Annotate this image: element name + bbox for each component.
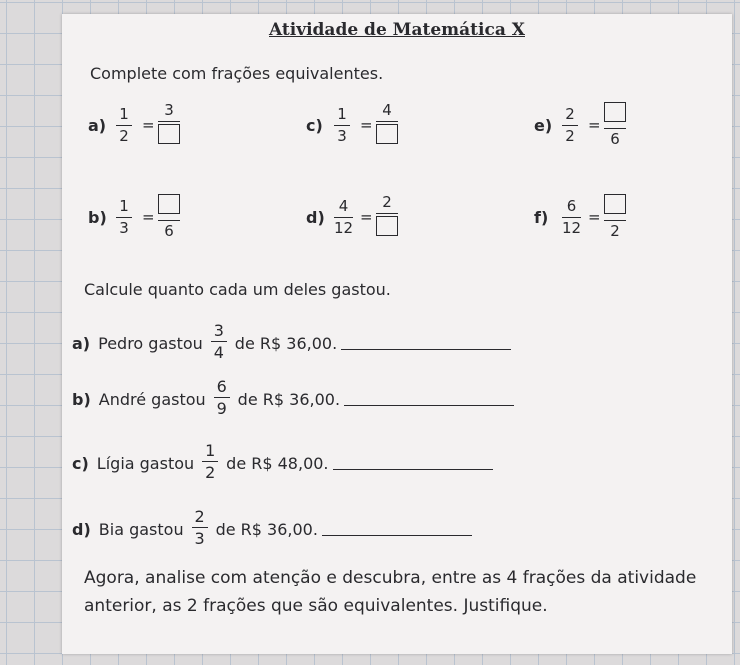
final-question: Agora, analise com atenção e descubra, entre as 4 frações da atividade anterior, as 2 frações que são equivalentes. Justifique. bbox=[84, 568, 697, 616]
denominator: 12 bbox=[334, 219, 354, 237]
denominator bbox=[158, 124, 180, 148]
denominator: 2 bbox=[565, 127, 575, 145]
fraction-bar bbox=[192, 527, 208, 528]
equals-sign: = bbox=[588, 208, 601, 226]
fraction-bar bbox=[214, 397, 230, 398]
fraction-bar bbox=[334, 125, 350, 126]
numerator bbox=[158, 194, 180, 218]
numerator: 2 bbox=[382, 193, 392, 211]
person-text: Lígia gastou bbox=[96, 454, 195, 473]
numerator: 1 bbox=[119, 197, 129, 215]
answer-box[interactable] bbox=[158, 124, 180, 144]
left-fraction bbox=[334, 106, 350, 145]
right-fraction bbox=[604, 194, 626, 240]
equals-sign: = bbox=[360, 208, 373, 226]
right-fraction bbox=[158, 194, 180, 240]
amount-text: de R$ 36,00. bbox=[215, 520, 318, 539]
answer-line[interactable] bbox=[341, 337, 511, 350]
numerator bbox=[604, 102, 626, 126]
fraction-bar bbox=[211, 341, 227, 342]
fraction-bar bbox=[202, 461, 218, 462]
fraction-bar bbox=[116, 125, 132, 126]
numerator: 1 bbox=[337, 105, 347, 123]
worksheet bbox=[62, 14, 732, 654]
fraction-bar bbox=[604, 128, 626, 129]
instruction-calculate-spending: Calcule quanto cada um deles gastou. bbox=[84, 280, 391, 299]
answer-line[interactable] bbox=[344, 393, 514, 406]
spending-sentence bbox=[72, 321, 511, 363]
fraction bbox=[202, 442, 218, 481]
right-fraction bbox=[376, 194, 398, 240]
answer-box[interactable] bbox=[604, 194, 626, 214]
denominator bbox=[376, 124, 398, 148]
spending-sentence bbox=[72, 377, 514, 419]
fraction-bar bbox=[562, 217, 581, 218]
item-label: d) bbox=[306, 208, 325, 227]
numerator: 6 bbox=[216, 377, 227, 396]
item-label: a) bbox=[88, 116, 107, 135]
fraction-bar bbox=[158, 121, 180, 122]
numerator: 4 bbox=[338, 197, 349, 215]
equals-sign: = bbox=[588, 116, 601, 134]
item-label: e) bbox=[534, 116, 553, 135]
fraction-bar bbox=[334, 217, 353, 218]
fraction bbox=[211, 322, 227, 361]
fraction bbox=[192, 508, 208, 547]
item-label: d) bbox=[72, 520, 91, 539]
item-label: c) bbox=[306, 116, 323, 135]
item-label: b) bbox=[88, 208, 107, 227]
left-fraction bbox=[562, 198, 581, 237]
fraction-bar bbox=[562, 125, 578, 126]
left-fraction bbox=[116, 198, 132, 237]
denominator: 2 bbox=[119, 127, 129, 145]
answer-line[interactable] bbox=[322, 523, 472, 536]
fraction-bar bbox=[604, 220, 626, 221]
right-fraction bbox=[604, 102, 626, 148]
spending-sentence bbox=[72, 507, 472, 549]
worksheet-title: Atividade de Matemática X bbox=[269, 20, 525, 40]
answer-box[interactable] bbox=[158, 194, 180, 214]
numerator: 3 bbox=[164, 101, 174, 119]
numerator: 2 bbox=[194, 507, 205, 526]
spending-sentence bbox=[72, 441, 493, 483]
item-label: a) bbox=[72, 334, 91, 353]
numerator bbox=[604, 194, 626, 218]
denominator: 3 bbox=[337, 127, 347, 145]
amount-text: de R$ 48,00. bbox=[226, 454, 329, 473]
denominator: 12 bbox=[562, 219, 582, 237]
left-fraction bbox=[562, 106, 578, 145]
denominator: 3 bbox=[119, 219, 129, 237]
item-label: c) bbox=[72, 454, 89, 473]
denominator bbox=[376, 216, 398, 240]
answer-box[interactable] bbox=[376, 216, 398, 236]
denominator: 2 bbox=[205, 463, 216, 482]
numerator: 1 bbox=[205, 441, 216, 460]
person-text: Pedro gastou bbox=[98, 334, 203, 353]
fraction-bar bbox=[376, 213, 398, 214]
equals-sign: = bbox=[142, 208, 155, 226]
right-fraction bbox=[158, 102, 180, 148]
denominator: 6 bbox=[610, 130, 620, 148]
fraction-bar bbox=[116, 217, 132, 218]
fraction bbox=[214, 378, 230, 417]
person-text: Bia gastou bbox=[98, 520, 184, 539]
answer-box[interactable] bbox=[376, 124, 398, 144]
item-label: f) bbox=[534, 208, 549, 227]
equals-sign: = bbox=[142, 116, 155, 134]
numerator: 4 bbox=[382, 101, 392, 119]
denominator: 6 bbox=[164, 222, 174, 240]
left-fraction bbox=[334, 198, 353, 237]
left-fraction bbox=[116, 106, 132, 145]
denominator: 2 bbox=[610, 222, 620, 240]
right-fraction bbox=[376, 102, 398, 148]
item-label: b) bbox=[72, 390, 91, 409]
numerator: 3 bbox=[213, 321, 224, 340]
denominator: 9 bbox=[216, 399, 227, 418]
numerator: 2 bbox=[565, 105, 575, 123]
person-text: André gastou bbox=[98, 390, 206, 409]
equals-sign: = bbox=[360, 116, 373, 134]
answer-line[interactable] bbox=[333, 457, 493, 470]
instruction-equivalent-fractions: Complete com frações equivalentes. bbox=[90, 64, 384, 83]
denominator: 3 bbox=[194, 529, 205, 548]
fraction-bar bbox=[158, 220, 180, 221]
numerator: 1 bbox=[119, 105, 129, 123]
answer-box[interactable] bbox=[604, 102, 626, 122]
amount-text: de R$ 36,00. bbox=[234, 334, 338, 353]
fraction-bar bbox=[376, 121, 398, 122]
denominator: 4 bbox=[213, 343, 224, 362]
numerator: 6 bbox=[566, 197, 577, 215]
amount-text: de R$ 36,00. bbox=[237, 390, 341, 409]
